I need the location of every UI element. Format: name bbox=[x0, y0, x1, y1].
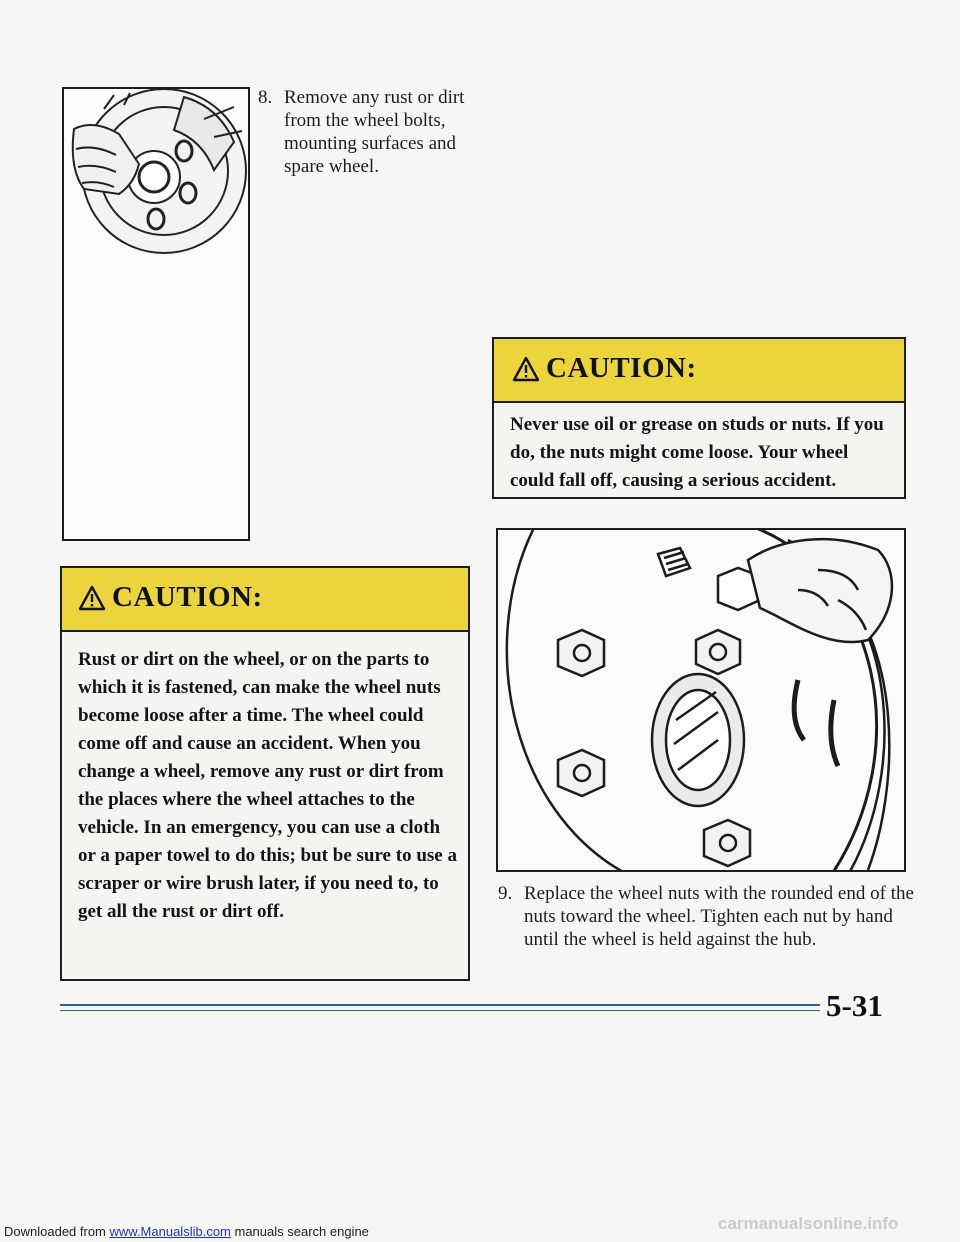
step-number: 9. bbox=[498, 883, 513, 904]
warning-triangle-icon bbox=[512, 356, 540, 382]
caution-heading: CAUTION: bbox=[112, 581, 263, 613]
download-prefix: Downloaded from bbox=[4, 1224, 110, 1239]
caution-text: Never use oil or grease on studs or nuts. If you do, the nuts might come loose. Your wheel could fall off, causing a serious accident. bbox=[510, 414, 884, 491]
page-number: 5-31 bbox=[826, 988, 883, 1023]
step-8 bbox=[258, 86, 468, 206]
warning-triangle-icon bbox=[78, 585, 106, 611]
step-number: 8. bbox=[258, 87, 273, 108]
manualslib-link[interactable]: www.Manualslib.com bbox=[109, 1224, 231, 1239]
download-suffix: manuals search engine bbox=[230, 1224, 369, 1239]
download-banner bbox=[4, 1224, 369, 1239]
caution-text: Rust or dirt on the wheel, or on the parts to which it is fastened, can make the wheel nuts become loose after a time. The wheel could come off and cause an accident. When you change a wheel, remove any rust or dirt from the places where the wheel attaches to the vehicle. In an emergency, you can use a cloth or a paper towel to do this; but be sure to use a scraper or wire brush later, if you need to, to get all the rust or dirt off. bbox=[78, 649, 457, 922]
step-text: Replace the wheel nuts with the rounded end of the nuts toward the wheel. Tighten each nut by hand until the wheel is held against the hub. bbox=[524, 883, 914, 950]
caution-box-rust bbox=[60, 566, 470, 981]
caution-box-oil bbox=[492, 337, 906, 499]
rotor-cleaning-illustration bbox=[62, 87, 250, 541]
step-9 bbox=[498, 882, 914, 972]
wheel-nuts-illustration bbox=[496, 528, 906, 872]
footer-rule-thin bbox=[60, 1010, 820, 1011]
caution-header bbox=[62, 568, 468, 632]
footer-rule bbox=[60, 1004, 820, 1006]
caution-heading: CAUTION: bbox=[546, 352, 697, 384]
rotor-drawing bbox=[64, 89, 248, 539]
watermark: carmanualsonline.info bbox=[718, 1214, 899, 1233]
step-text: Remove any rust or dirt from the wheel bolts, mounting surfaces and spare wheel. bbox=[284, 87, 465, 177]
caution-header bbox=[494, 339, 904, 403]
wheel-nuts-drawing bbox=[498, 530, 904, 870]
